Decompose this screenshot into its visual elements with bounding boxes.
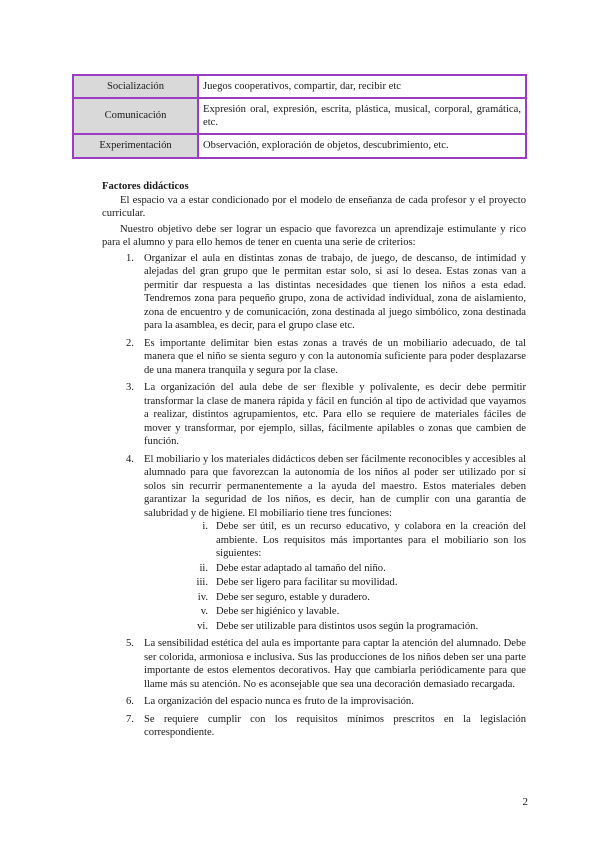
list-item-number: 4. (126, 453, 134, 465)
list-item-number: 6. (126, 696, 134, 707)
furniture-requirements-list (144, 520, 526, 633)
list-item (102, 713, 526, 740)
criteria-list (102, 252, 526, 740)
sub-item-text: Debe ser higiénico y lavable. (216, 606, 340, 617)
list-item-number: 1. (126, 252, 134, 264)
sub-list-item (144, 576, 526, 590)
list-item-number: 5. (126, 638, 134, 649)
list-item (102, 695, 526, 709)
section-heading: Factores didácticos (102, 181, 189, 192)
sub-list-item (144, 591, 526, 605)
list-item-number: 3. (126, 382, 134, 393)
sub-item-number: i. (202, 521, 208, 532)
page-number: 2 (522, 796, 528, 808)
list-item-number: 7. (126, 713, 134, 725)
sub-list-item (144, 562, 526, 576)
areas-table (72, 74, 527, 159)
table-row (73, 75, 526, 98)
list-item-text: La organización del espacio nunca es fruto de la improvisación. (144, 696, 414, 707)
sub-item-number: iv. (197, 591, 208, 603)
sub-item-text: Debe ser útil, es un recurso educativo, y colabora en la creación del ambiente. Los requisitos más importantes para el mobiliario son los siguientes: (216, 521, 526, 559)
table-row (73, 98, 526, 134)
list-item-text: Se requiere cumplir con los requisitos mínimos prescritos en la legislación correspondiente. (144, 713, 526, 738)
intro-paragraph: El espacio va a estar condicionado por el modelo de enseñanza de cada profesor y el proyecto curricular. (102, 194, 526, 219)
description-cell: Expresión oral, expresión, escrita, plástica, musical, corporal, gramática, etc. (198, 98, 526, 134)
sub-item-number: iii. (196, 577, 208, 588)
list-item-text: Organizar el aula en distintas zonas de trabajo, de juego, de descanso, de intimidad y alejadas del gran grupo que le permitan estar solo, si así lo desea. Estas zonas van a permitir dar respuesta a las distintas necesidades que tienen los niños a esta edad. Tendremos zona para pequeño grupo, zona de actividad individual, zona de aislamiento, zona de encuentro y de comunicación, zona destinada al juego simbólico, zona destinada para la asamblea, es decir, para el grupo clase etc. (144, 252, 526, 331)
area-cell: Experimentación (73, 134, 198, 158)
sub-item-text: Debe ser seguro, estable y duradero. (216, 591, 370, 603)
sub-item-number: v. (200, 606, 208, 617)
objective-paragraph: Nuestro objetivo debe ser lograr un espacio que favorezca un aprendizaje estimulante y rico para el alumno y para ello hemos de tener en cuenta una serie de criterios: (102, 223, 526, 248)
list-item (102, 252, 526, 333)
section-content (102, 180, 526, 744)
list-item (102, 337, 526, 378)
list-item (102, 453, 526, 634)
list-item-text: La organización del aula debe de ser flexible y polivalente, es decir debe permitir transformar la clase de manera rápida y fácil en función al tipo de actividad que vayamos a realizar, distintos agrupamientos, etc. Para ello se requiere de materiales fáciles de mover y transformar, por ejemplo, sillas, fácilmente apilables o zonas que cambien de función. (144, 382, 526, 447)
list-item-text: El mobiliario y los materiales didácticos deben ser fácilmente reconocibles y accesibles al alumnado para que favorezcan la autonomía de los niños al poder ser utilizado por sí solos sin recurrir permanentemente a la ayuda del maestro. Estos materiales deben garantizar la seguridad de los niños, es decir, han de cumplir con una garantía de salubridad y de higiene. El mobiliario tiene tres funciones: (144, 453, 526, 519)
sub-list-item (144, 605, 526, 619)
list-item (102, 637, 526, 691)
list-item (102, 381, 526, 449)
sub-item-text: Debe ser ligero para facilitar su movilidad. (216, 577, 398, 588)
area-cell: Socialización (73, 75, 198, 98)
description-cell: Observación, exploración de objetos, descubrimiento, etc. (198, 134, 526, 158)
sub-list-item (144, 620, 526, 634)
sub-item-text: Debe ser utilizable para distintos usos según la programación. (216, 620, 479, 632)
list-item-text: Es importante delimitar bien estas zonas a través de un mobiliario adecuado, de tal manera que el niño se sienta seguro y con la autonomía suficiente para poder desplazarse de una manera tranquila y segura por la clase. (144, 337, 526, 376)
sub-item-number: ii. (199, 562, 208, 574)
list-item-text: La sensibilidad estética del aula es importante para captar la atención del alumnado. Debe ser colorida, armoniosa e inclusiva. Sus las producciones de los niños deben ser una parte importante de estos elementos decorativos. Hay que cambiarla periódicamente para que llame más su atención. No es aconsejable que sea una decoración demasiado recargada. (144, 638, 526, 690)
area-cell: Comunicación (73, 98, 198, 134)
sub-item-number: vi. (197, 620, 208, 632)
list-item-number: 2. (126, 337, 134, 349)
sub-list-item (144, 520, 526, 561)
description-cell: Juegos cooperativos, compartir, dar, recibir etc (198, 75, 526, 98)
sub-item-text: Debe estar adaptado al tamaño del niño. (216, 562, 386, 574)
table-row (73, 134, 526, 158)
